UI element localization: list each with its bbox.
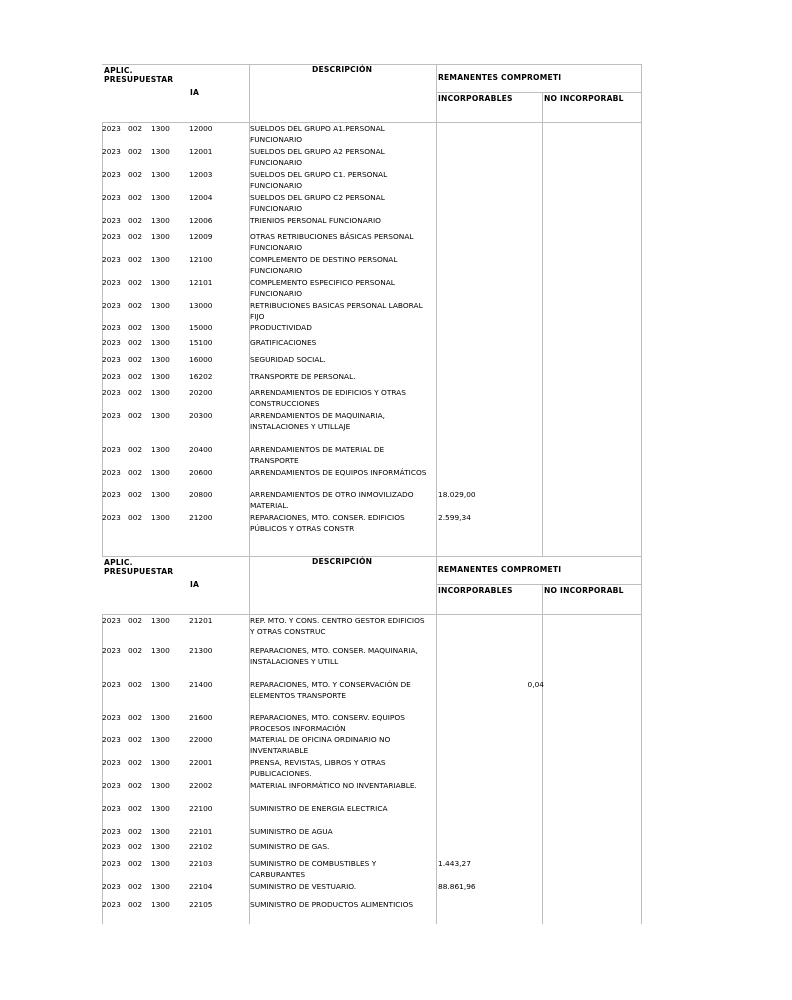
cell-year: 2023	[102, 372, 121, 381]
cell-year: 2023	[102, 193, 121, 202]
cell-organic: 002	[128, 323, 143, 332]
cell-incorporables: 18.029,00	[438, 490, 476, 499]
header-remanentes: REMANENTES COMPROMETI	[438, 73, 562, 82]
header-ia: IA	[190, 580, 200, 589]
header-presupuestar: PRESUPUESTAR	[104, 567, 174, 576]
cell-organic: 002	[128, 278, 143, 287]
cell-description: ARRENDAMIENTOS DE OTRO INMOVILIZADO MATERIAL.	[250, 490, 414, 511]
cell-program: 1300	[151, 468, 170, 477]
cell-economic: 22002	[189, 781, 213, 790]
table-body-section-2	[102, 614, 642, 924]
cell-description: TRANSPORTE DE PERSONAL.	[250, 372, 356, 381]
cell-program: 1300	[151, 827, 170, 836]
cell-organic: 002	[128, 468, 143, 477]
cell-program: 1300	[151, 490, 170, 499]
cell-description: SUMINISTRO DE AGUA	[250, 827, 333, 836]
cell-description: SEGURIDAD SOCIAL.	[250, 355, 326, 364]
cell-year: 2023	[102, 646, 121, 655]
cell-description: MATERIAL INFORMÁTICO NO INVENTARIABLE.	[250, 781, 417, 790]
cell-organic: 002	[128, 338, 143, 347]
header-descripcion: DESCRIPCIÓN	[312, 557, 373, 566]
cell-economic: 12003	[189, 170, 213, 179]
cell-organic: 002	[128, 372, 143, 381]
cell-organic: 002	[128, 124, 143, 133]
cell-economic: 22000	[189, 735, 213, 744]
cell-incorporables: 2.599,34	[438, 513, 471, 522]
cell-description: REPARACIONES, MTO. CONSER. EDIFICIOS PÚBLICOS Y OTRAS CONSTR	[250, 513, 405, 534]
table-header	[102, 556, 642, 614]
cell-description: SUELDOS DEL GRUPO C1. PERSONAL FUNCIONARIO	[250, 170, 388, 191]
cell-year: 2023	[102, 900, 121, 909]
cell-program: 1300	[151, 338, 170, 347]
cell-economic: 12009	[189, 232, 213, 241]
cell-description: SUELDOS DEL GRUPO A1.PERSONAL FUNCIONARIO	[250, 124, 385, 145]
cell-economic: 16202	[189, 372, 213, 381]
table-body-section-1	[102, 122, 642, 556]
cell-year: 2023	[102, 680, 121, 689]
cell-description: RETRIBUCIONES BASICAS PERSONAL LABORAL FIJO	[250, 301, 423, 322]
cell-year: 2023	[102, 323, 121, 332]
cell-description: TRIENIOS PERSONAL FUNCIONARIO	[250, 216, 381, 225]
cell-year: 2023	[102, 124, 121, 133]
cell-organic: 002	[128, 758, 143, 767]
cell-organic: 002	[128, 513, 143, 522]
cell-description: SUELDOS DEL GRUPO A2 PERSONAL FUNCIONARIO	[250, 147, 385, 168]
cell-organic: 002	[128, 255, 143, 264]
cell-organic: 002	[128, 170, 143, 179]
cell-economic: 21600	[189, 713, 213, 722]
cell-incorporables: 1.443,27	[438, 859, 471, 868]
cell-economic: 12006	[189, 216, 213, 225]
cell-year: 2023	[102, 255, 121, 264]
cell-economic: 15000	[189, 323, 213, 332]
cell-year: 2023	[102, 278, 121, 287]
cell-economic: 22001	[189, 758, 213, 767]
cell-economic: 16000	[189, 355, 213, 364]
cell-year: 2023	[102, 170, 121, 179]
header-ia: IA	[190, 88, 200, 97]
cell-organic: 002	[128, 355, 143, 364]
cell-organic: 002	[128, 147, 143, 156]
cell-description: COMPLEMENTO ESPECIFICO PERSONAL FUNCIONARIO	[250, 278, 395, 299]
header-aplic: APLIC.	[104, 66, 133, 75]
cell-description: SUMINISTRO DE COMBUSTIBLES Y CARBURANTES	[250, 859, 377, 880]
cell-economic: 12004	[189, 193, 213, 202]
cell-economic: 22101	[189, 827, 213, 836]
table-header	[102, 64, 642, 122]
cell-year: 2023	[102, 804, 121, 813]
header-aplic: APLIC.	[104, 558, 133, 567]
cell-organic: 002	[128, 781, 143, 790]
cell-organic: 002	[128, 646, 143, 655]
cell-organic: 002	[128, 301, 143, 310]
cell-economic: 21200	[189, 513, 213, 522]
cell-program: 1300	[151, 900, 170, 909]
cell-program: 1300	[151, 170, 170, 179]
cell-economic: 12101	[189, 278, 213, 287]
cell-economic: 21300	[189, 646, 213, 655]
cell-organic: 002	[128, 445, 143, 454]
cell-description: SUMINISTRO DE PRODUCTOS ALIMENTICIOS	[250, 900, 414, 909]
cell-economic: 20800	[189, 490, 213, 499]
header-incorporables: INCORPORABLES	[438, 586, 513, 595]
cell-organic: 002	[128, 804, 143, 813]
cell-year: 2023	[102, 490, 121, 499]
cell-organic: 002	[128, 616, 143, 625]
cell-description: PRODUCTIVIDAD	[250, 323, 312, 332]
cell-economic: 20300	[189, 411, 213, 420]
cell-organic: 002	[128, 827, 143, 836]
header-presupuestar: PRESUPUESTAR	[104, 75, 174, 84]
cell-economic: 20200	[189, 388, 213, 397]
cell-economic: 12000	[189, 124, 213, 133]
cell-program: 1300	[151, 781, 170, 790]
cell-year: 2023	[102, 355, 121, 364]
cell-program: 1300	[151, 323, 170, 332]
cell-program: 1300	[151, 758, 170, 767]
cell-program: 1300	[151, 232, 170, 241]
cell-economic: 22103	[189, 859, 213, 868]
cell-program: 1300	[151, 216, 170, 225]
cell-economic: 22100	[189, 804, 213, 813]
cell-description: GRATIFICACIONES	[250, 338, 317, 347]
cell-program: 1300	[151, 616, 170, 625]
cell-organic: 002	[128, 388, 143, 397]
cell-organic: 002	[128, 842, 143, 851]
cell-year: 2023	[102, 882, 121, 891]
cell-economic: 13000	[189, 301, 213, 310]
cell-economic: 20400	[189, 445, 213, 454]
cell-year: 2023	[102, 411, 121, 420]
cell-economic: 22104	[189, 882, 213, 891]
cell-description: REPARACIONES, MTO. CONSER. MAQUINARIA, INSTALACIONES Y UTILL	[250, 646, 418, 667]
cell-organic: 002	[128, 859, 143, 868]
cell-year: 2023	[102, 842, 121, 851]
cell-description: SUELDOS DEL GRUPO C2 PERSONAL FUNCIONARIO	[250, 193, 385, 214]
cell-description: SUMINISTRO DE GAS.	[250, 842, 330, 851]
cell-year: 2023	[102, 216, 121, 225]
cell-description: COMPLEMENTO DE DESTINO PERSONAL FUNCIONARIO	[250, 255, 398, 276]
cell-year: 2023	[102, 781, 121, 790]
cell-description: MATERIAL DE OFICINA ORDINARIO NO INVENTARIABLE	[250, 735, 391, 756]
cell-incorporables: 88.861,96	[438, 882, 476, 891]
cell-economic: 12100	[189, 255, 213, 264]
cell-program: 1300	[151, 388, 170, 397]
cell-organic: 002	[128, 882, 143, 891]
cell-program: 1300	[151, 255, 170, 264]
cell-program: 1300	[151, 193, 170, 202]
cell-year: 2023	[102, 147, 121, 156]
cell-year: 2023	[102, 758, 121, 767]
cell-year: 2023	[102, 513, 121, 522]
cell-description: ARRENDAMIENTOS DE MATERIAL DE TRANSPORTE	[250, 445, 385, 466]
cell-program: 1300	[151, 147, 170, 156]
cell-organic: 002	[128, 216, 143, 225]
cell-organic: 002	[128, 411, 143, 420]
cell-organic: 002	[128, 193, 143, 202]
cell-description: REP. MTO. Y CONS. CENTRO GESTOR EDIFICIOS Y OTRAS CONSTRUC	[250, 616, 425, 637]
cell-economic: 20600	[189, 468, 213, 477]
cell-program: 1300	[151, 842, 170, 851]
cell-economic: 21201	[189, 616, 213, 625]
cell-description: SUMINISTRO DE ENERGIA ELECTRICA	[250, 804, 388, 813]
header-remanentes: REMANENTES COMPROMETI	[438, 565, 562, 574]
cell-program: 1300	[151, 713, 170, 722]
header-incorporables: INCORPORABLES	[438, 94, 513, 103]
cell-program: 1300	[151, 680, 170, 689]
cell-year: 2023	[102, 735, 121, 744]
cell-year: 2023	[102, 301, 121, 310]
header-no-incorporables: NO INCORPORABL	[544, 586, 624, 595]
cell-year: 2023	[102, 468, 121, 477]
cell-description: ARRENDAMIENTOS DE EQUIPOS INFORMÁTICOS	[250, 468, 427, 477]
cell-economic: 22105	[189, 900, 213, 909]
cell-year: 2023	[102, 338, 121, 347]
cell-organic: 002	[128, 680, 143, 689]
cell-program: 1300	[151, 411, 170, 420]
cell-organic: 002	[128, 713, 143, 722]
cell-organic: 002	[128, 490, 143, 499]
cell-organic: 002	[128, 232, 143, 241]
cell-economic: 21400	[189, 680, 213, 689]
cell-program: 1300	[151, 301, 170, 310]
cell-description: ARRENDAMIENTOS DE EDIFICIOS Y OTRAS CONSTRUCCIONES	[250, 388, 406, 409]
cell-program: 1300	[151, 735, 170, 744]
cell-economic: 22102	[189, 842, 213, 851]
cell-program: 1300	[151, 646, 170, 655]
cell-organic: 002	[128, 735, 143, 744]
cell-program: 1300	[151, 882, 170, 891]
cell-economic: 12001	[189, 147, 213, 156]
cell-program: 1300	[151, 355, 170, 364]
cell-year: 2023	[102, 859, 121, 868]
cell-year: 2023	[102, 232, 121, 241]
cell-year: 2023	[102, 827, 121, 836]
cell-program: 1300	[151, 445, 170, 454]
cell-description: REPARACIONES, MTO. Y CONSERVACIÓN DE ELEMENTOS TRANSPORTE	[250, 680, 411, 701]
cell-no-incorporables: 0,04	[527, 680, 544, 689]
cell-program: 1300	[151, 513, 170, 522]
cell-organic: 002	[128, 900, 143, 909]
cell-year: 2023	[102, 445, 121, 454]
cell-year: 2023	[102, 388, 121, 397]
header-no-incorporables: NO INCORPORABL	[544, 94, 624, 103]
cell-year: 2023	[102, 616, 121, 625]
cell-description: PRENSA, REVISTAS, LIBROS Y OTRAS PUBLICACIONES.	[250, 758, 386, 779]
cell-program: 1300	[151, 124, 170, 133]
cell-economic: 15100	[189, 338, 213, 347]
cell-description: OTRAS RETRIBUCIONES BÁSICAS PERSONAL FUNCIONARIO	[250, 232, 414, 253]
cell-program: 1300	[151, 278, 170, 287]
cell-description: SUMINISTRO DE VESTUARIO.	[250, 882, 357, 891]
cell-description: ARRENDAMIENTOS DE MAQUINARIA, INSTALACIONES Y UTILLAJE	[250, 411, 385, 432]
cell-program: 1300	[151, 859, 170, 868]
cell-program: 1300	[151, 804, 170, 813]
header-descripcion: DESCRIPCIÓN	[312, 65, 373, 74]
cell-description: REPARACIONES, MTO. CONSERV. EQUIPOS PROCESOS INFORMACIÓN	[250, 713, 405, 734]
cell-program: 1300	[151, 372, 170, 381]
cell-year: 2023	[102, 713, 121, 722]
